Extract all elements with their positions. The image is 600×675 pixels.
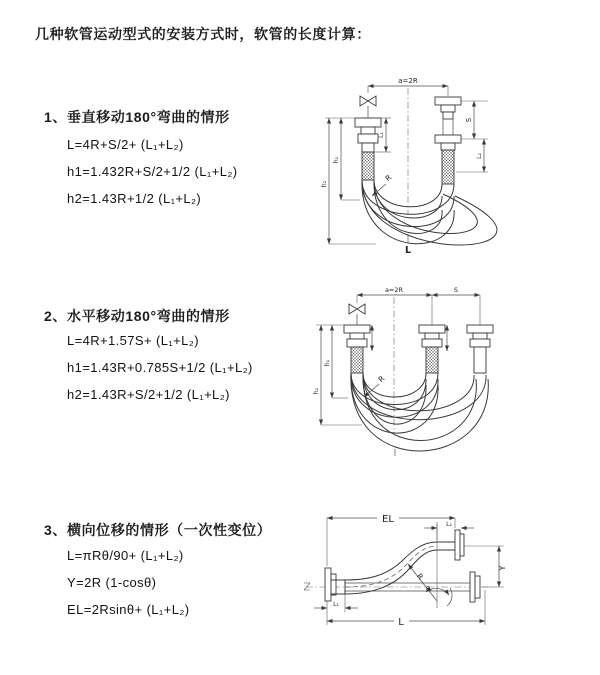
dim-angle-theta xyxy=(426,585,452,606)
diagram-horizontal-180 xyxy=(298,283,570,465)
section-2-formula-h2: h2=1.43R+S/2+1/2 (L₁+L₂) xyxy=(67,387,230,402)
section-3-formula-Y: Y=2R (1-cosθ) xyxy=(67,575,157,590)
section-3-heading: 3、横向位移的情形（一次性变位） xyxy=(44,522,272,538)
section-2-formula-h1: h1=1.43R+0.785S+1/2 (L₁+L₂) xyxy=(67,360,253,375)
length-label: L xyxy=(405,245,412,256)
flange-fitting-right-lower xyxy=(435,135,461,184)
span-label: a=2R xyxy=(384,286,404,294)
section-1-formula-L: L=4R+S/2+ (L₁+L₂) xyxy=(67,137,184,152)
radius-label: R xyxy=(383,172,394,184)
valve-icon xyxy=(349,304,365,325)
section-3-formula-EL: EL=2Rsinθ+ (L₁+L₂) xyxy=(67,602,190,617)
section-3-formula-L: L=πRθ/90+ (L₁+L₂) xyxy=(67,548,184,563)
offset-label: Y xyxy=(498,565,507,571)
braided-hose-section xyxy=(426,347,438,373)
angle-label: θ xyxy=(426,585,430,593)
page-title: 几种软管运动型式的安装方式时，软管的长度计算： xyxy=(35,26,371,42)
section-1-formula-h1: h1=1.432R+S/2+1/2 (L₁+L₂) xyxy=(67,164,238,179)
h-inner-label: h₁ xyxy=(324,359,331,367)
section-1-heading: 1、垂直移动180°弯曲的情形 xyxy=(44,109,230,125)
el-label: EL xyxy=(382,514,394,525)
flange-fitting-right-moved xyxy=(467,325,493,373)
length-label: L xyxy=(398,617,404,628)
dim-span-a2r xyxy=(357,286,432,295)
dim-fitting-right xyxy=(424,521,474,540)
braided-hose-section xyxy=(442,150,454,184)
fitting-right-label: L₂ xyxy=(476,153,483,159)
diagram-lateral-displacement xyxy=(298,498,590,640)
braided-hose-section xyxy=(362,152,374,180)
dim-h-inner xyxy=(325,118,360,200)
dim-fitting-right xyxy=(456,139,488,172)
diagram-vertical-180 xyxy=(298,72,570,264)
dim-el xyxy=(327,514,455,566)
hose-arcs xyxy=(362,180,497,245)
flange-fitting-left xyxy=(355,118,381,180)
braided-hose-section xyxy=(351,347,363,373)
section-2-heading: 2、水平移动180°弯曲的情形 xyxy=(44,308,230,324)
flange-fitting-right-upper xyxy=(435,97,461,135)
span-label: a=2R xyxy=(398,77,418,85)
dim-radius xyxy=(408,564,437,601)
stroke-label: S xyxy=(453,286,459,294)
hose-displaced-position xyxy=(345,542,437,594)
dim-length xyxy=(327,590,485,628)
axis-break-mark xyxy=(304,583,310,590)
fitting-left-label: L₁ xyxy=(333,601,339,608)
h-outer-label: h₂ xyxy=(321,180,328,188)
flange-left xyxy=(325,568,345,601)
radius-label: R xyxy=(414,571,426,582)
fitting-right-label: L₂ xyxy=(446,521,452,528)
dim-stroke-s xyxy=(432,286,480,295)
h-inner-label: h₁ xyxy=(333,156,340,164)
h-outer-label: h₂ xyxy=(313,387,320,395)
section-1-formula-h2: h2=1.43R+1/2 (L₁+L₂) xyxy=(67,191,202,206)
section-2-formula-L: L=4R+1.57S+ (L₁+L₂) xyxy=(67,333,199,348)
dim-length xyxy=(405,234,411,256)
radius-label: R xyxy=(376,373,387,385)
flange-fitting-left xyxy=(344,325,370,373)
dim-fitting-left xyxy=(314,594,358,625)
fitting-left-label: L₁ xyxy=(378,132,385,138)
flange-ghost-right xyxy=(470,572,480,602)
stroke-label: S xyxy=(465,117,473,123)
flange-upper-right xyxy=(437,530,464,560)
valve-icon xyxy=(360,96,376,118)
dim-stroke-s xyxy=(461,101,488,139)
hose-arcs xyxy=(351,373,488,451)
flange-fitting-middle xyxy=(419,325,445,373)
